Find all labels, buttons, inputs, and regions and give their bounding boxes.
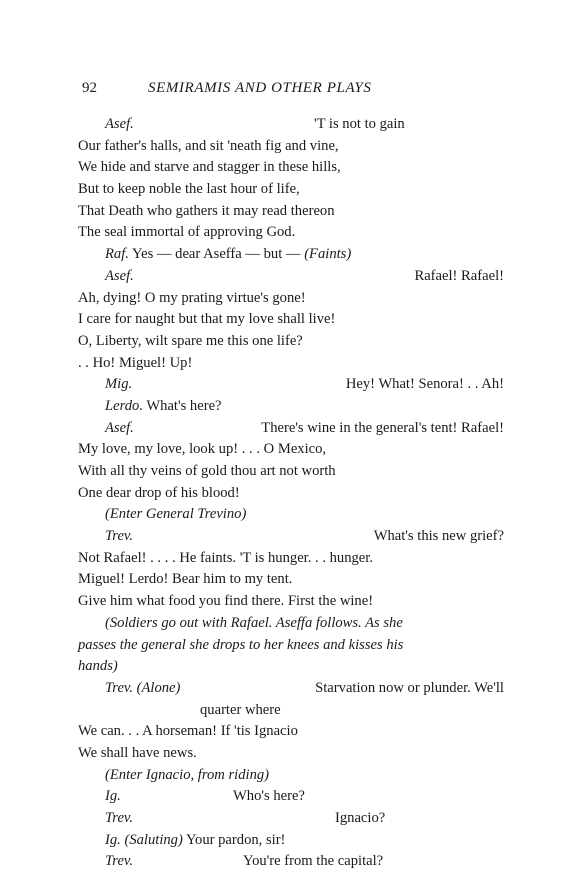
verse-line: The seal immortal of approving God. (78, 224, 296, 241)
verse-line: Our father's halls, and sit 'neath fig and vine, (78, 137, 339, 154)
verse-line (78, 678, 504, 700)
verse-line (78, 700, 504, 722)
verse-line: I care for naught but that my love shall live! (78, 311, 336, 328)
verse-line (78, 374, 504, 396)
running-head: SEMIRAMIS AND OTHER PLAYS (148, 80, 372, 96)
speech-text: quarter where (200, 701, 281, 718)
speech-text: Ignacio? (335, 810, 386, 826)
play-text (78, 114, 504, 873)
verse-line: We can. . . A horseman! If 'tis Ignacio (78, 723, 298, 740)
verse-line (78, 114, 504, 136)
speech-text: There's wine in the general's tent! Rafael! (261, 419, 504, 436)
speaker-name: Trev. (105, 853, 133, 870)
stage-direction: (Faints) (304, 246, 352, 263)
speaker-name: Ig. (105, 831, 121, 848)
speech-text: Who's here? (233, 788, 305, 805)
verse-line (78, 266, 504, 288)
speaker-name: Asef. (105, 116, 134, 132)
stage-direction: (Soldiers go out with Rafael. Aseffa follows. As she (105, 614, 403, 631)
stage-direction: (Enter Ignacio, from riding) (105, 766, 270, 783)
verse-line: Not Rafael! . . . . He faints. 'T is hunger. . . hunger. (78, 549, 373, 566)
stage-direction: (Saluting) (124, 831, 183, 848)
verse-line: My love, my love, look up! . . . O Mexico, (78, 441, 327, 458)
verse-line: Ah, dying! O my prating virtue's gone! (78, 289, 306, 306)
verse-line: O, Liberty, wilt spare me this one life? (78, 332, 303, 349)
verse-line (78, 808, 504, 830)
speaker-name: Trev. (105, 679, 133, 696)
speaker-name: Lerdo. (105, 397, 143, 414)
stage-direction: passes the general she drops to her knees and kisses his (78, 636, 404, 653)
verse-line: We hide and starve and stagger in these hills, (78, 159, 341, 176)
verse-line (78, 786, 504, 808)
speaker-name: Asef. (105, 419, 134, 436)
speaker-name: Asef. (105, 267, 134, 284)
verse-line (78, 244, 504, 266)
verse-line: . . Ho! Miguel! Up! (78, 354, 193, 371)
speech-text: Your pardon, sir! (185, 831, 286, 848)
speech-text: What's this new grief? (373, 528, 504, 545)
speech-text: Yes — dear Aseffa — but — (132, 246, 301, 263)
speech-text: Hey! What! Senora! . . Ah! (345, 376, 504, 393)
speaker-name: Ig. (105, 788, 121, 805)
stage-direction: hands) (78, 658, 118, 675)
speech-text: What's here? (146, 397, 222, 414)
speech-text: 'T is not to gain (314, 116, 405, 132)
stage-direction: (Enter General Trevino) (105, 506, 247, 523)
verse-line: That Death who gathers it may read thereon (78, 202, 335, 219)
verse-line (78, 526, 504, 548)
speaker-name: Trev. (105, 528, 133, 545)
verse-line (78, 851, 504, 873)
verse-line: One dear drop of his blood! (78, 484, 240, 501)
page-number: 92 (82, 80, 97, 96)
verse-line: Miguel! Lerdo! Bear him to my tent. (78, 571, 293, 588)
verse-line: We shall have news. (78, 744, 197, 761)
verse-line (78, 830, 504, 852)
verse-line: Give him what food you find there. First the wine! (78, 593, 374, 610)
verse-line (78, 396, 504, 418)
verse-line: But to keep noble the last hour of life, (78, 181, 300, 198)
speaker-name: Mig. (105, 376, 133, 393)
speech-text: You're from the capital? (243, 853, 384, 870)
speaker-name: Raf. (105, 246, 129, 263)
verse-line (78, 418, 504, 440)
speech-text: Rafael! Rafael! (414, 267, 504, 284)
verse-line: With all thy veins of gold thou art not worth (78, 463, 336, 479)
stage-direction: (Alone) (136, 679, 181, 696)
speaker-name: Trev. (105, 810, 133, 826)
speech-text: Starvation now or plunder. We'll (315, 679, 504, 696)
